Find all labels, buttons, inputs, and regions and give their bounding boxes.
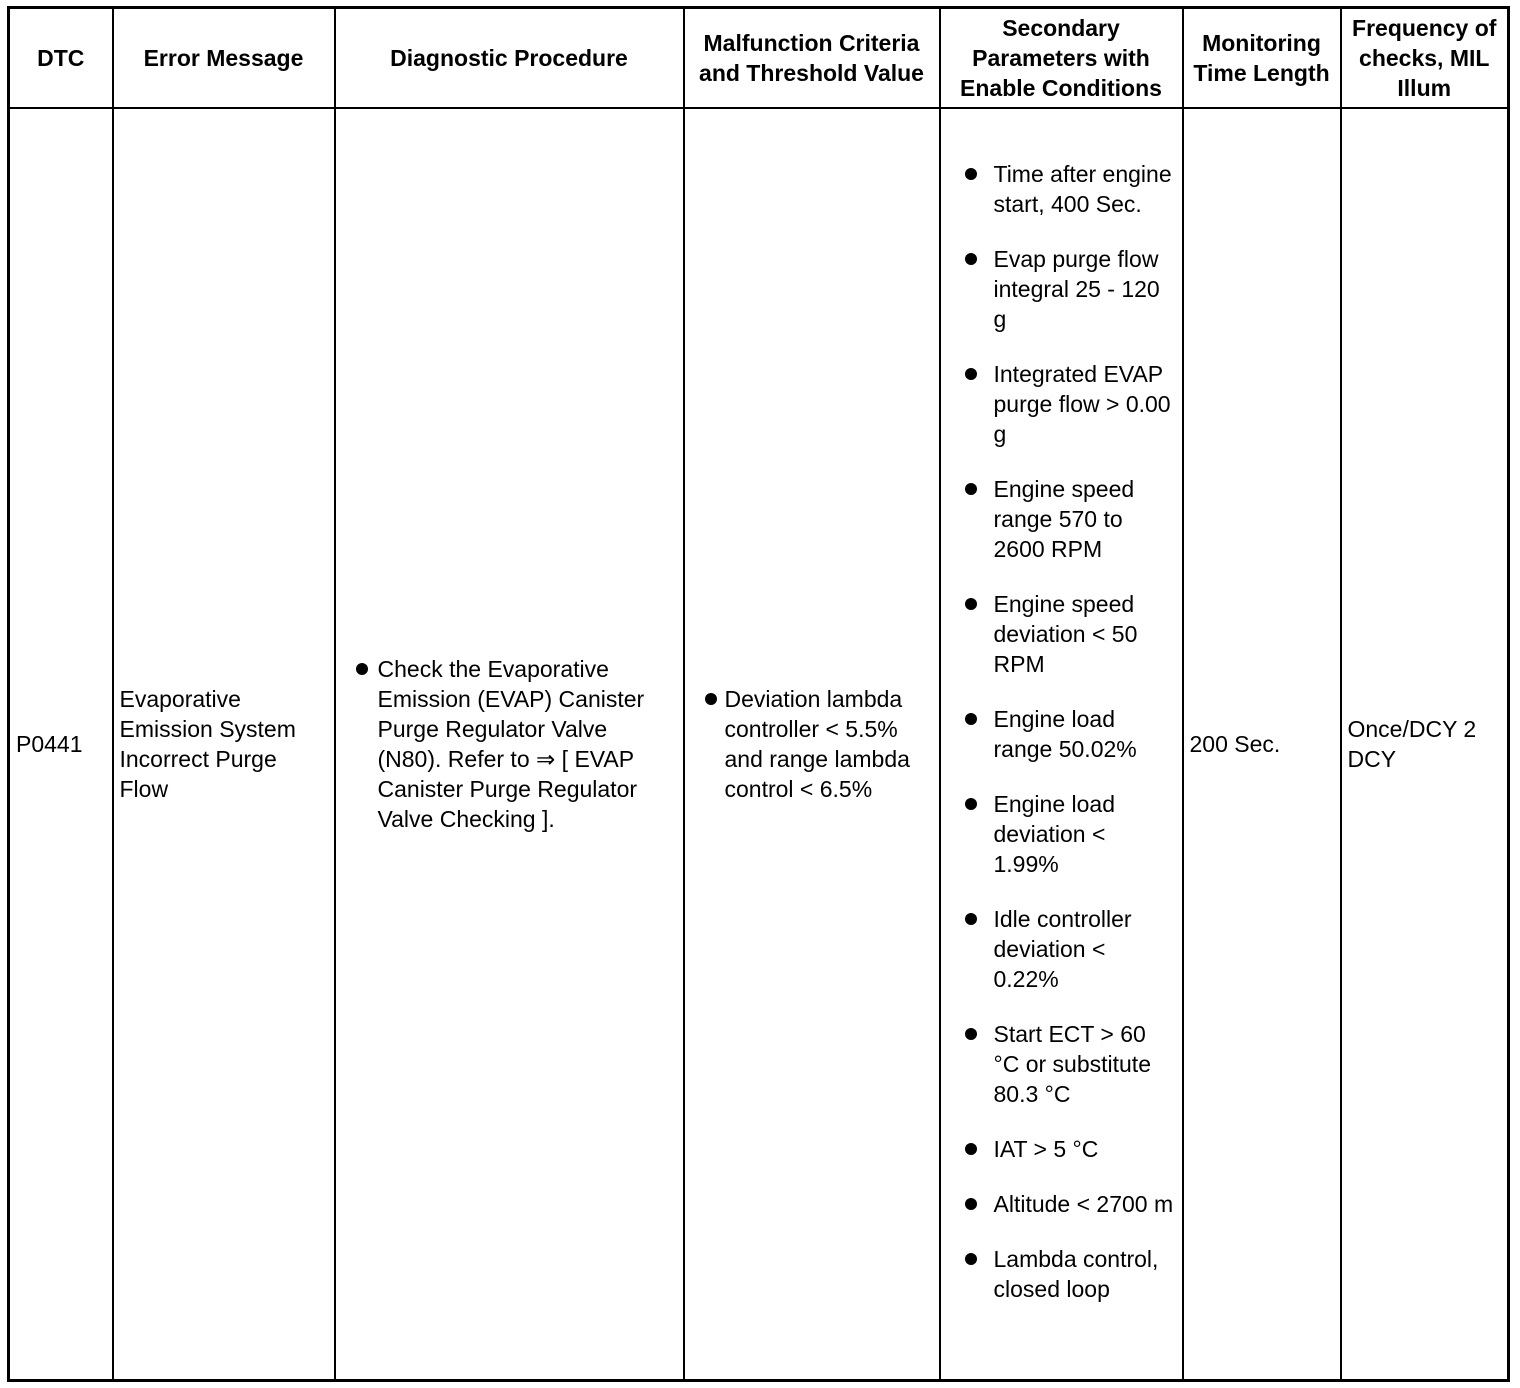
dtc-table [7, 6, 1510, 1382]
diagnostic-procedure-list [342, 654, 677, 834]
list-item: Engine speed range 570 to 2600 RPM [947, 474, 1176, 564]
secondary-parameters-list [947, 159, 1176, 1304]
list-item: Start ECT > 60 °C or substitute 80.3 °C [947, 1019, 1176, 1109]
malfunction-criteria-cell [684, 108, 940, 1381]
dtc-code-cell: P0441 [9, 108, 113, 1381]
error-message-cell: Evaporative Emission System Incorrect Purge Flow [113, 108, 335, 1381]
header-row [9, 8, 1509, 109]
header-frequency: Frequency of checks, MIL Illum [1341, 8, 1509, 109]
header-dtc: DTC [9, 8, 113, 109]
list-item: IAT > 5 °C [947, 1134, 1176, 1164]
header-monitoring-time: Monitoring Time Length [1183, 8, 1341, 109]
table-row [9, 108, 1509, 1381]
list-item: Idle controller deviation < 0.22% [947, 904, 1176, 994]
list-item: Check the Evaporative Emission (EVAP) Canister Purge Regulator Valve (N80). Refer to ⇒ [ EVAP Canister Purge Regulator Valve Checking ]. [342, 654, 677, 834]
monitoring-time-cell: 200 Sec. [1183, 108, 1341, 1381]
list-item: Engine load range 50.02% [947, 704, 1176, 764]
frequency-cell: Once/DCY 2 DCY [1341, 108, 1509, 1381]
header-diagnostic-procedure: Diagnostic Procedure [335, 8, 684, 109]
list-item: Integrated EVAP purge flow > 0.00 g [947, 359, 1176, 449]
secondary-parameters-cell [940, 108, 1183, 1381]
malfunction-criteria-list [691, 684, 933, 804]
list-item: Deviation lambda controller < 5.5% and range lambda control < 6.5% [691, 684, 933, 804]
list-item: Evap purge flow integral 25 - 120 g [947, 244, 1176, 334]
diagnostic-procedure-cell [335, 108, 684, 1381]
header-malfunction-criteria: Malfunction Criteria and Threshold Value [684, 8, 940, 109]
list-item: Altitude < 2700 m [947, 1189, 1176, 1219]
header-secondary-parameters: Secondary Parameters with Enable Conditions [940, 8, 1183, 109]
list-item: Engine load deviation < 1.99% [947, 789, 1176, 879]
list-item: Time after engine start, 400 Sec. [947, 159, 1176, 219]
list-item: Engine speed deviation < 50 RPM [947, 589, 1176, 679]
list-item: Lambda control, closed loop [947, 1244, 1176, 1304]
header-error-message: Error Message [113, 8, 335, 109]
